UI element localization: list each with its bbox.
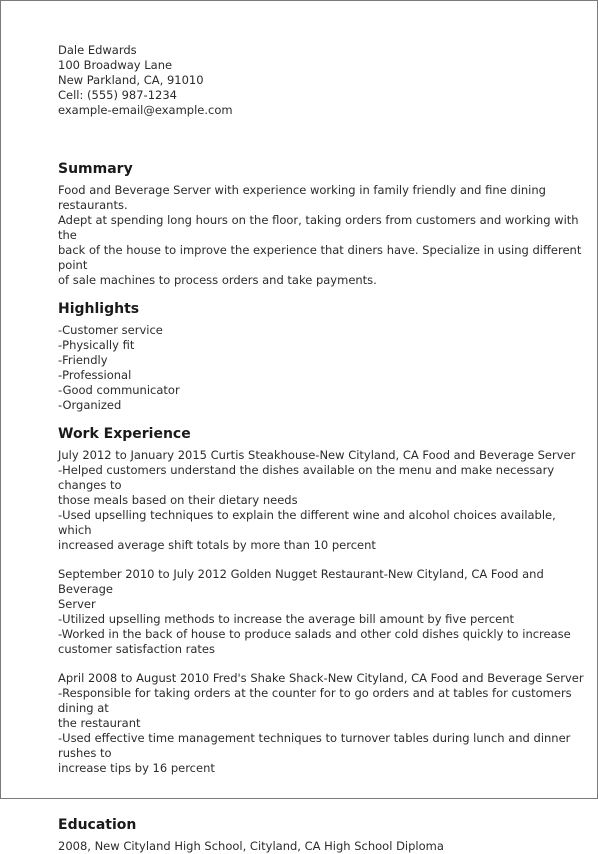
summary-line: of sale machines to process orders and take payments.: [58, 273, 377, 287]
education-text: 2008, New Cityland High School, Cityland, CA High School Diploma: [58, 839, 444, 853]
job-detail: customer satisfaction rates: [58, 642, 215, 656]
highlights-title: Highlights: [58, 301, 140, 317]
job-detail: -Utilized upselling methods to increase the average bill amount by five percent: [58, 612, 515, 626]
highlight-item: -Customer service: [58, 323, 163, 337]
job-detail: increase tips by 16 percent: [58, 761, 215, 775]
education-title: Education: [58, 817, 137, 833]
job-detail: -Helped customers understand the dishes available on the menu and make necessary changes to: [58, 463, 555, 492]
contact-block: [58, 43, 588, 118]
highlight-item: -Physically fit: [58, 338, 135, 352]
contact-cell: Cell: (555) 987-1234: [58, 88, 177, 102]
job-heading: April 2008 to August 2010 Fred's Shake Shack-New Cityland, CA Food and Beverage Server: [58, 671, 584, 685]
highlights-list: [58, 323, 588, 413]
summary-text: [58, 183, 588, 288]
job-detail: -Used upselling techniques to explain the different wine and alcohol choices available, which: [58, 508, 556, 537]
job-entry: [58, 671, 588, 776]
job-entry: [58, 567, 588, 657]
work-experience-title: Work Experience: [58, 426, 191, 442]
summary-line: Food and Beverage Server with experience working in family friendly and fine dining restaurants.: [58, 183, 546, 212]
job-detail: -Responsible for taking orders at the counter for to go orders and at tables for customers dining at: [58, 686, 572, 715]
highlight-item: -Organized: [58, 398, 122, 412]
job-heading: Server: [58, 597, 96, 611]
summary-line: back of the house to improve the experience that diners have. Specialize in using different point: [58, 243, 582, 272]
job-heading: July 2012 to January 2015 Curtis Steakhouse-New Cityland, CA Food and Beverage Server: [58, 448, 576, 462]
contact-city: New Parkland, CA, 91010: [58, 73, 204, 87]
summary-line: Adept at spending long hours on the floor, taking orders from customers and working with the: [58, 213, 579, 242]
job-detail: increased average shift totals by more than 10 percent: [58, 538, 376, 552]
contact-address: 100 Broadway Lane: [58, 58, 173, 72]
job-entry: [58, 448, 588, 553]
highlight-item: -Friendly: [58, 353, 108, 367]
job-heading: September 2010 to July 2012 Golden Nugget Restaurant-New Cityland, CA Food and Beverage: [58, 567, 544, 596]
job-detail: those meals based on their dietary needs: [58, 493, 298, 507]
job-detail: -Worked in the back of house to produce salads and other cold dishes quickly to increase: [58, 627, 571, 641]
summary-title: Summary: [58, 161, 133, 177]
contact-email: example-email@example.com: [58, 103, 233, 117]
contact-name: Dale Edwards: [58, 43, 137, 57]
job-detail: -Used effective time management techniques to turnover tables during lunch and dinner rushes to: [58, 731, 571, 760]
highlight-item: -Good communicator: [58, 383, 180, 397]
highlight-item: -Professional: [58, 368, 132, 382]
job-detail: the restaurant: [58, 716, 141, 730]
resume-content: [58, 43, 588, 854]
